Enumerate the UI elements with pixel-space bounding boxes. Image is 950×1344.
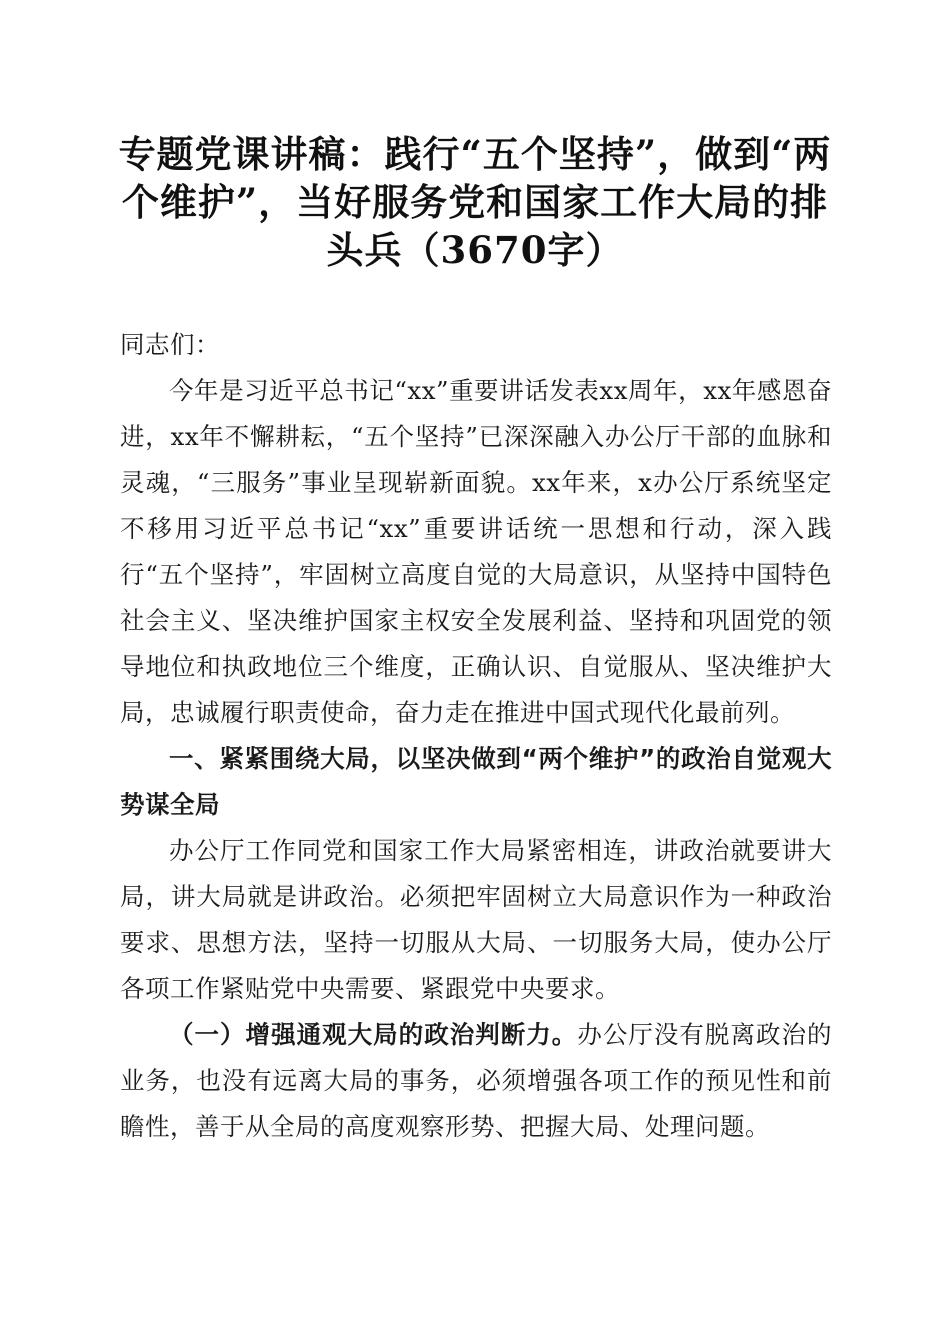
document-body (120, 322, 832, 1150)
section-heading-1: 一、紧紧围绕大局，以坚决做到“两个维护”的政治自觉观大势谋全局 (120, 744, 832, 819)
salutation: 同志们： (120, 330, 220, 359)
section-1-paragraph: 办公厅工作同党和国家工作大局紧密相连，讲政治就要讲大局，讲大局就是讲政治。必须把牢固树立大局意识作为一种政治要求、思想方法，坚持一切服从大局、一切服务大局，使办公厅各项工作紧贴党中央需要、紧跟党中央要求。 (120, 836, 832, 1003)
subsection-1-lead: （一）增强通观大局的政治判断力。 (169, 1020, 578, 1049)
subsection-1-paragraph (120, 1012, 832, 1150)
document-title: 专题党课讲稿：践行“五个坚持”，做到“两个维护”，当好服务党和国家工作大局的排头兵（3670字） (118, 132, 832, 272)
subsection-1-text: 办公厅没有脱离政治的业务，也没有远离大局的事务，必须增强各项工作的预见性和前瞻性，善于从全局的高度观察形势、把握大局、处理问题。 (120, 1020, 833, 1141)
intro-paragraph: 今年是习近平总书记“xx”重要讲话发表xx周年，xx年感恩奋进，xx年不懈耕耘，“五个坚持”已深深融入办公厅干部的血脉和灵魂，“三服务”事业呈现崭新面貌。xx年来，x办公厅系统坚定不移用习近平总书记“xx”重要讲话统一思想和行动，深入践行“五个坚持”，牢固树立高度自觉的大局意识，从坚持中国特色社会主义、坚决维护国家主权安全发展利益、坚持和巩固党的领导地位和执政地位三个维度，正确认识、自觉服从、坚决维护大局，忠诚履行职责使命，奋力走在推进中国式现代化最前列。 (120, 376, 832, 727)
